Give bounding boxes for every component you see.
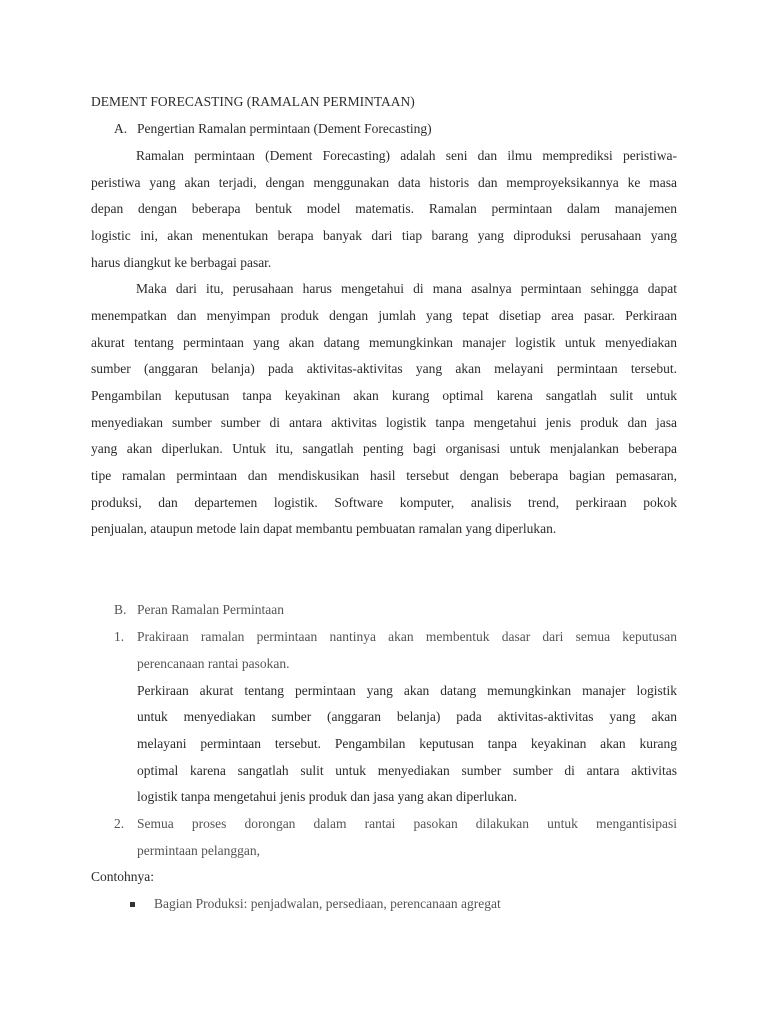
item2-line: Semua proses dorongan dalam rantai pasokan dilakukan untuk mengantisipasi (137, 816, 677, 831)
para2-line: Pengambilan keputusan tanpa keyakinan akan kurang optimal karena sangatlah sulit untuk (91, 388, 677, 403)
item1-marker: 1. (114, 629, 125, 644)
para1-line: depan dengan beberapa bentuk model matematis. Ramalan permintaan dalam manajemen (91, 201, 677, 216)
para1-line: peristiwa yang akan terjadi, dengan menggunakan data historis dan memproyeksikannya ke masa (91, 175, 677, 190)
para2-line: Maka dari itu, perusahaan harus mengetahui di mana asalnya permintaan sehingga dapat (136, 281, 677, 296)
para1-line: Ramalan permintaan (Dement Forecasting) adalah seni dan ilmu memprediksi peristiwa- (136, 148, 677, 163)
para2-line: yang akan diperlukan. Untuk itu, sangatlah penting bagi organisasi untuk menjalankan beberapa (91, 441, 677, 456)
para1-line: harus diangkut ke berbagai pasar. (91, 255, 272, 270)
bullet-item: Bagian Produksi: penjadwalan, persediaan, perencanaan agregat (154, 896, 501, 911)
para2-line: produksi, dan departemen logistik. Software komputer, analisis trend, perkiraan pokok (91, 495, 677, 510)
para1-line: logistic ini, akan menentukan berapa banyak dari tiap barang yang diproduksi perusahaan yang (91, 228, 677, 243)
item2-marker: 2. (114, 816, 125, 831)
item1-sub-line: logistik tanpa mengetahui jenis produk dan jasa yang akan diperlukan. (137, 789, 518, 804)
para2-line: menempatkan dan menyimpan produk dengan jumlah yang tepat disetiap area pasar. Perkiraan (91, 308, 677, 323)
section-a-marker: A. (114, 121, 128, 136)
item1-sub-line: untuk menyediakan sumber (anggaran belanja) pada aktivitas-aktivitas yang akan (137, 709, 677, 724)
para2-line: sumber (anggaran belanja) pada aktivitas-aktivitas yang akan melayani permintaan tersebut. (91, 361, 677, 376)
para2-line: tipe ramalan permintaan dan mendiskusikan hasil tersebut dengan beberapa bagian pemasaran, (91, 468, 677, 483)
para2-line: penjualan, ataupun metode lain dapat membantu pembuatan ramalan yang diperlukan. (91, 521, 557, 536)
item1-line: perencanaan rantai pasokan. (137, 656, 290, 671)
section-a-heading: Pengertian Ramalan permintaan (Dement Forecasting) (137, 121, 432, 136)
item1-sub-line: melayani permintaan tersebut. Pengambilan keputusan tanpa keyakinan akan kurang (137, 736, 677, 751)
section-b-heading: Peran Ramalan Permintaan (137, 602, 284, 617)
item1-sub-line: optimal karena sangatlah sulit untuk menyediakan sumber sumber di antara aktivitas (137, 763, 677, 778)
item2-line: permintaan pelanggan, (137, 843, 260, 858)
para2-line: menyediakan sumber sumber di antara aktivitas logistik tanpa mengetahui jenis produk dan jasa (91, 415, 677, 430)
example-label: Contohnya: (91, 869, 154, 884)
item1-line: Prakiraan ramalan permintaan nantinya akan membentuk dasar dari semua keputusan (137, 629, 677, 644)
para2-line: akurat tentang permintaan yang akan datang memungkinkan manajer logistik untuk menyediakan (91, 335, 677, 350)
section-b-marker: B. (114, 602, 127, 617)
item1-sub-line: Perkiraan akurat tentang permintaan yang akan datang memungkinkan manajer logistik (137, 683, 677, 698)
bullet-marker (130, 902, 135, 907)
document-title: DEMENT FORECASTING (RAMALAN PERMINTAAN) (91, 94, 415, 109)
